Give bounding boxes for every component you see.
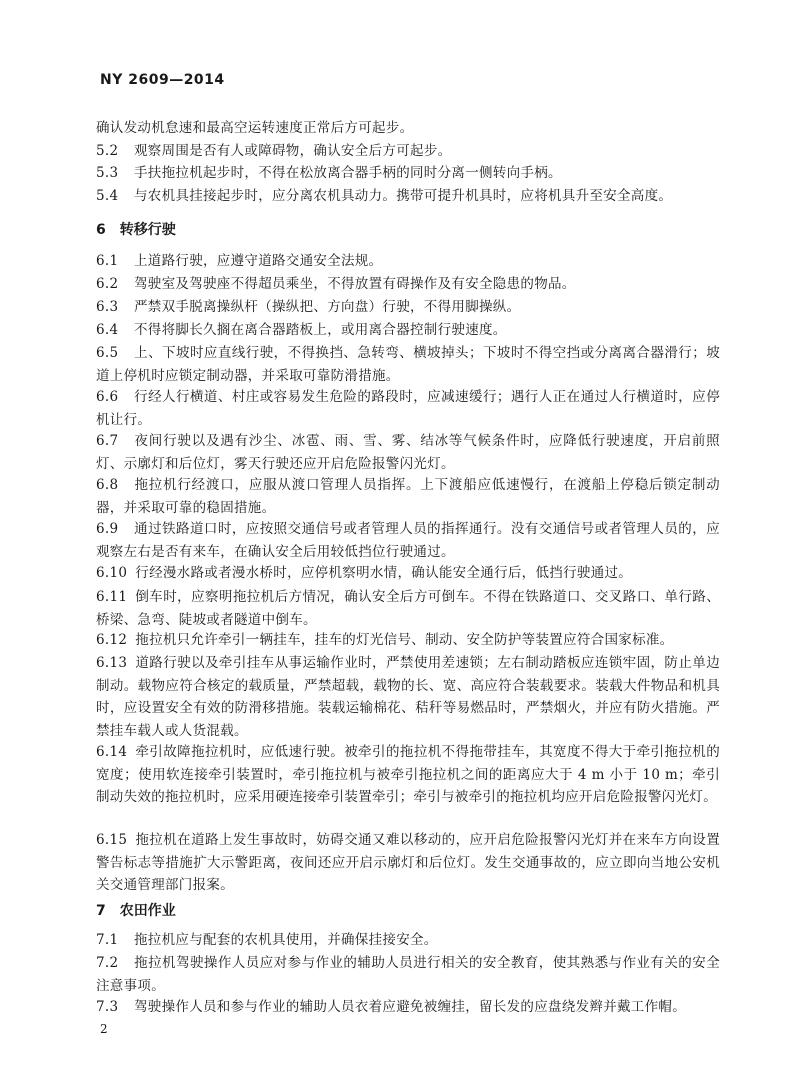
clause-6-15 <box>96 829 720 897</box>
clause-6-5 <box>96 342 720 387</box>
clause-text: 拖拉机应与配套的农机具使用，并确保挂接安全。 <box>134 932 438 948</box>
clause-6-12 <box>96 629 720 652</box>
clause-number: 6.13 <box>96 655 128 671</box>
clause-text: 夜间行驶以及遇有沙尘、冰雹、雨、雪、雾、结冰等气候条件时，应降低行驶速度，开启前照灯、示廓灯和后位灯，雾天行驶还应开启危险报警闪光灯。 <box>96 433 720 472</box>
clause-6-10 <box>96 562 720 585</box>
clause-number: 6.4 <box>96 322 119 338</box>
clause-text: 手扶拖拉机起步时，不得在松放离合器手柄的同时分离一侧转向手柄。 <box>134 165 562 181</box>
clause-6-9 <box>96 518 720 563</box>
clause-text: 驾驶室及驾驶座不得超员乘坐，不得放置有碍操作及有安全隐患的物品。 <box>134 276 576 292</box>
section-number: 7 <box>96 903 106 919</box>
clause-text: 拖拉机在道路上发生事故时，妨碍交通又难以移动的，应开启危险报警闪光灯并在来车方向设置警告标志等措施扩大示警距离，夜间还应开启示廓灯和后位灯。发生交通事故的，应立即向当地公安机关交通管理部门报案。 <box>96 832 720 893</box>
clause-text: 观察周围是否有人或障碍物，确认安全后方可起步。 <box>134 143 452 159</box>
standard-code: NY 2609—2014 <box>100 72 225 88</box>
clause-text: 道路行驶以及牵引挂车从事运输作业时，严禁使用差速锁；左右制动踏板应连锁牢固，防止单边制动。载物应符合核定的载质量，严禁超载，载物的长、宽、高应符合装载要求。装载大件物品和机具时，应设置安全有效的防滑移措施。装载运输棉花、秸秆等易燃品时，严禁烟火，并应有防火措施。严禁挂车载人或人货混载。 <box>96 655 720 739</box>
clause-7-2 <box>96 952 720 997</box>
clause-text: 驾驶操作人员和参与作业的辅助人员衣着应避免被缠挂，留长发的应盘绕发辫并戴工作帽。 <box>134 999 686 1015</box>
clause-text: 倒车时，应察明拖拉机后方情况，确认安全后方可倒车。不得在铁路道口、交叉路口、单行路、桥梁、急弯、陡坡或者隧道中倒车。 <box>96 589 720 628</box>
clause-number: 6.12 <box>96 632 128 648</box>
clause-number: 5.4 <box>96 188 119 204</box>
clause-6-6 <box>96 386 720 431</box>
clause-number: 6.3 <box>96 299 119 315</box>
clause-text: 通过铁路道口时，应按照交通信号或者管理人员的指挥通行。没有交通信号或者管理人员的，应观察左右是否有来车，在确认安全后用较低挡位行驶通过。 <box>96 521 720 560</box>
section-number: 6 <box>96 222 106 238</box>
clause-6-13 <box>96 652 720 742</box>
clause-6-2 <box>96 273 720 296</box>
clause-number: 7.2 <box>96 955 119 971</box>
clause-number: 6.7 <box>96 433 119 449</box>
clause-5-4 <box>96 185 720 208</box>
clause-number: 5.3 <box>96 165 119 181</box>
page-number: 2 <box>100 1022 108 1036</box>
clause-number: 5.2 <box>96 143 119 159</box>
clause-6-11 <box>96 586 720 631</box>
clause-5-3 <box>96 162 720 185</box>
clause-number: 6.14 <box>96 744 128 760</box>
section-heading-6 <box>96 219 176 239</box>
clause-number: 6.9 <box>96 521 119 537</box>
clause-6-1 <box>96 250 720 273</box>
clause-text: 不得将脚长久搁在离合器踏板上，或用离合器控制行驶速度。 <box>134 322 507 338</box>
clause-text: 牵引故障拖拉机时，应低速行驶。被牵引的拖拉机不得拖带挂车，其宽度不得大于牵引拖拉机的宽度；使用软连接牵引装置时，牵引拖拉机与被牵引拖拉机之间的距离应大于 4 m 小于 10 m；牵引制动失效的拖拉机时，应采用硬连接牵引装置牵引；牵引与被牵引的拖拉机均应开启危险报警闪光灯。 <box>96 744 720 805</box>
clause-number: 6.15 <box>96 832 128 848</box>
clause-text: 上道路行驶，应遵守道路交通安全法规。 <box>134 253 383 269</box>
clause-number: 6.10 <box>96 565 128 581</box>
clause-text: 行经人行横道、村庄或容易发生危险的路段时，应减速缓行；遇行人正在通过人行横道时，应停机让行。 <box>96 389 720 428</box>
section-heading-7 <box>96 900 176 920</box>
clause-text: 严禁双手脱离操纵杆（操纵把、方向盘）行驶，不得用脚操纵。 <box>134 299 521 315</box>
clause-6-8 <box>96 474 720 519</box>
clause-number: 7.1 <box>96 932 119 948</box>
clause-7-3 <box>96 996 720 1019</box>
clause-number: 6.5 <box>96 345 119 361</box>
clause-number: 6.1 <box>96 253 119 269</box>
clause-6-3 <box>96 296 720 319</box>
clause-text: 拖拉机只允许牵引一辆挂车，挂车的灯光信号、制动、安全防护等装置应符合国家标准。 <box>135 632 674 648</box>
clause-text: 拖拉机驾驶操作人员应对参与作业的辅助人员进行相关的安全教育，使其熟悉与作业有关的安全注意事项。 <box>96 955 720 994</box>
clause-text: 与农机具挂接起步时，应分离农机具动力。携带可提升机具时，应将机具升至安全高度。 <box>134 188 673 204</box>
clause-5-2 <box>96 140 720 163</box>
clause-6-7 <box>96 430 720 475</box>
clause-6-4 <box>96 319 720 342</box>
clause-7-1 <box>96 929 720 952</box>
clause-text: 拖拉机行经渡口，应服从渡口管理人员指挥。上下渡船应低速慢行，在渡船上停稳后锁定制动器，并采取可靠的稳固措施。 <box>96 477 720 516</box>
clause-number: 6.2 <box>96 276 119 292</box>
clause-6-14 <box>96 741 720 809</box>
clause-number: 7.3 <box>96 999 119 1015</box>
clause-number: 6.6 <box>96 389 119 405</box>
continuation-text: 确认发动机怠速和最高空运转速度正常后方可起步。 <box>96 120 414 136</box>
clause-text: 上、下坡时应直线行驶，不得换挡、急转弯、横坡掉头；下坡时不得空挡或分离离合器滑行；坡道上停机时应锁定制动器，并采取可靠防滑措施。 <box>96 345 720 384</box>
section-title: 农田作业 <box>119 903 176 919</box>
clause-text: 行经漫水路或者漫水桥时，应停机察明水情，确认能安全通行后，低挡行驶通过。 <box>135 565 633 581</box>
clause-number: 6.11 <box>96 589 128 605</box>
section-title: 转移行驶 <box>119 222 176 238</box>
clause-number: 6.8 <box>96 477 119 493</box>
